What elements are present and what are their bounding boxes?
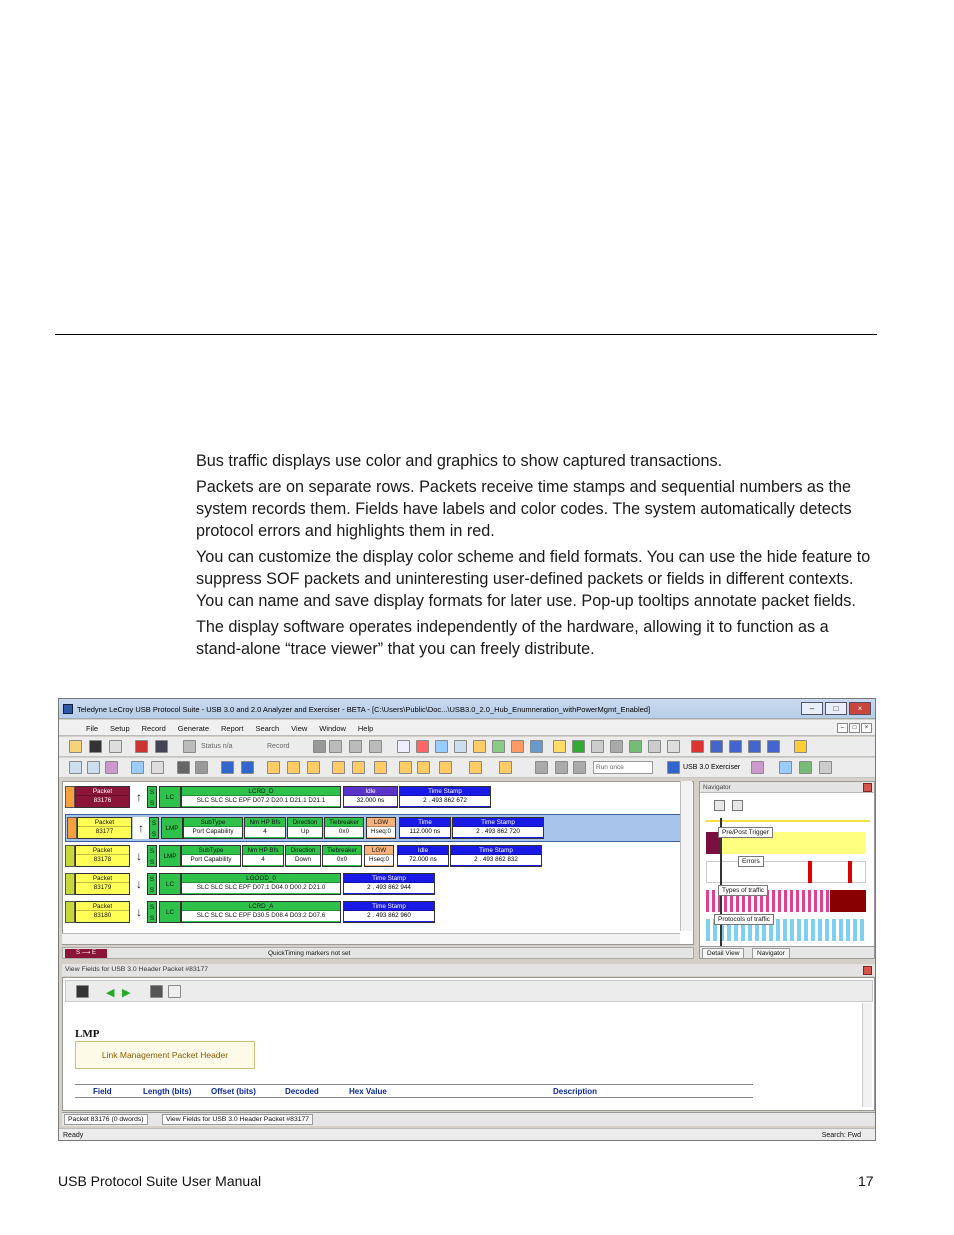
edit-comment-icon[interactable] <box>267 761 280 774</box>
tiebreaker-field: Tiebreaker 0x0 <box>322 845 362 867</box>
navigator-tabs <box>700 946 874 958</box>
navigator-title: Navigator <box>700 782 874 793</box>
zoom-out-icon[interactable] <box>87 761 100 774</box>
search-direction: Search: Fwd <box>821 1132 861 1139</box>
direction-marker <box>65 901 75 923</box>
packet-row[interactable] <box>65 786 495 810</box>
status-bar <box>59 1128 875 1141</box>
download-icon[interactable] <box>349 740 362 753</box>
status-ready: Ready <box>63 1132 84 1139</box>
view-fields-close-icon[interactable] <box>863 966 872 975</box>
clear-marker-icon[interactable] <box>307 761 320 774</box>
column-description[interactable]: Description <box>553 1087 598 1096</box>
packet-row[interactable] <box>65 845 545 869</box>
time-stamp-field: Time Stamp 2 . 493 862 672 <box>399 786 491 808</box>
lcrd-field: LCRD_D SLC SLC SLC EPF D07.2 D20.1 D21.1 D21.1 <box>181 786 341 808</box>
header-rule <box>55 334 877 335</box>
device-icon[interactable] <box>155 740 168 753</box>
navigator-pane <box>699 781 875 959</box>
menu-bar <box>59 720 875 736</box>
run-mode-select[interactable]: Run once <box>593 761 653 774</box>
next-icon[interactable]: ▶ <box>122 987 131 999</box>
trace-view[interactable] <box>62 781 694 945</box>
ss-cell: S S <box>147 901 157 923</box>
menu-setup[interactable]: Setup <box>110 724 130 733</box>
set-marker-icon[interactable] <box>287 761 300 774</box>
app-icon <box>63 704 73 714</box>
page-number: 17 <box>858 1173 874 1189</box>
nm-hp-bfs-field: Nm HP Bfs 4 <box>242 845 284 867</box>
hide-endpoint-icon[interactable] <box>469 761 482 774</box>
wrap-icon[interactable] <box>105 761 118 774</box>
link-icon[interactable] <box>573 761 586 774</box>
menu-report[interactable]: Report <box>220 724 244 733</box>
hide-packet-icon[interactable] <box>499 761 512 774</box>
maximize-button[interactable]: □ <box>825 702 847 715</box>
ss-cell: S S <box>147 873 157 895</box>
trace-vertical-scrollbar[interactable] <box>680 781 692 931</box>
lc-cell: LC <box>159 901 181 923</box>
ss-cell: S S <box>149 817 159 839</box>
find-icon[interactable] <box>177 761 190 774</box>
column-hex-value[interactable]: Hex Value <box>349 1087 387 1096</box>
body-text <box>196 450 876 664</box>
up-arrow-icon: ↑ <box>131 786 147 808</box>
time-stamp-field: Time Stamp 2 . 493 862 960 <box>343 901 435 923</box>
trigger-icon[interactable] <box>369 740 382 753</box>
errors-label: Errors <box>738 856 764 867</box>
main-toolbar <box>59 737 875 757</box>
tab-view-fields[interactable]: View Fields for USB 3.0 Header Packet #83177 <box>162 1114 313 1125</box>
save-icon[interactable] <box>76 985 89 998</box>
time-stamp-field: Time Stamp 2 . 493 862 944 <box>343 873 435 895</box>
minimize-button[interactable]: – <box>801 702 823 715</box>
up-arrow-icon: ↑ <box>133 817 149 839</box>
display-options-icon[interactable] <box>610 740 623 753</box>
section-heading: LMP <box>75 1028 100 1040</box>
spec-view-icon[interactable] <box>535 761 548 774</box>
chart-icon[interactable] <box>492 740 505 753</box>
view-fields-scrollbar[interactable] <box>862 1003 872 1107</box>
decode-icon[interactable] <box>591 740 604 753</box>
hide-device-icon[interactable] <box>439 761 452 774</box>
upload-icon[interactable] <box>329 740 342 753</box>
previous-icon[interactable]: ◀ <box>106 987 115 999</box>
goto-trigger-icon[interactable] <box>221 761 234 774</box>
lgw-field: LGW Hseq:0 <box>366 817 396 839</box>
time-stamp-field: Time Stamp 2 . 493 862 832 <box>450 845 542 867</box>
bus-utilization-icon[interactable] <box>473 740 486 753</box>
quick-timing-status: QuickTiming markers not set <box>268 950 351 957</box>
cascade-icon[interactable] <box>799 761 812 774</box>
find-next-icon[interactable] <box>195 761 208 774</box>
down-arrow-icon: ↓ <box>131 901 147 923</box>
xfer-icon[interactable] <box>748 740 761 753</box>
column-decoded[interactable]: Decoded <box>285 1087 319 1096</box>
packet-number-cell: Packet 83176 <box>75 786 130 808</box>
menu-file[interactable]: File <box>86 724 99 733</box>
direction-marker <box>65 786 75 808</box>
navigator-zoom-icon[interactable] <box>732 800 743 811</box>
hide-sof-icon[interactable] <box>352 761 365 774</box>
tile-icon[interactable] <box>779 761 792 774</box>
bottom-tabs <box>62 1112 875 1126</box>
pre-post-trigger-label: Pre/Post Trigger <box>718 827 773 838</box>
paragraph: Bus traffic displays use color and graphics to show captured transactions. <box>196 452 723 470</box>
tab-detail-view[interactable]: Detail View <box>702 948 744 959</box>
navigator-close-icon[interactable] <box>863 783 872 792</box>
footer-title: USB Protocol Suite User Manual <box>58 1173 262 1189</box>
color-icon[interactable] <box>629 740 642 753</box>
pipe-icon[interactable] <box>767 740 780 753</box>
down-arrow-icon: ↓ <box>131 873 147 895</box>
sof-icon[interactable] <box>332 761 345 774</box>
secondary-toolbar <box>59 758 875 778</box>
transaction-level-icon[interactable] <box>710 740 723 753</box>
errors-lane[interactable] <box>706 861 866 883</box>
direction-marker <box>65 873 75 895</box>
idle-field: Idle 32.000 ns <box>343 786 398 808</box>
view-fields-toolbar <box>65 980 873 1002</box>
title-bar <box>59 699 875 719</box>
menu-generate[interactable]: Generate <box>177 724 210 733</box>
goto-marker-icon[interactable] <box>241 761 254 774</box>
mdi-close-button[interactable]: × <box>861 723 872 733</box>
paragraph: You can customize the display color scheme and field formats. You can use the hide feature to suppress SOF packets and uninteresting user-defined packets or fields in different contexts. You can name and save display formats for later use. Pop-up tooltips annotate packet fields. <box>196 548 871 610</box>
columns-icon[interactable] <box>151 761 164 774</box>
menu-search[interactable]: Search <box>255 724 280 733</box>
save-icon[interactable] <box>89 740 102 753</box>
filter-out-icon[interactable] <box>417 761 430 774</box>
filter-icon[interactable] <box>553 740 566 753</box>
status-label: Status n/a <box>201 743 233 750</box>
menu-window[interactable]: Window <box>319 724 346 733</box>
timing-icon[interactable] <box>435 740 448 753</box>
export-icon[interactable] <box>416 740 429 753</box>
menu-help[interactable]: Help <box>357 724 374 733</box>
lc-cell: LC <box>159 786 181 808</box>
types-of-traffic-label: Types of traffic <box>718 885 768 896</box>
view-fields-title: View Fields for USB 3.0 Header Packet #83177 <box>62 964 875 976</box>
properties-icon[interactable] <box>109 740 122 753</box>
filter-in-icon[interactable] <box>399 761 412 774</box>
packet-view-icon[interactable] <box>397 740 410 753</box>
zoom-in-icon[interactable] <box>69 761 82 774</box>
error-mark <box>808 861 812 883</box>
exerciser-icon[interactable] <box>667 761 680 774</box>
window-icon[interactable] <box>819 761 832 774</box>
subtype-field: SubType Port Capability <box>181 845 241 867</box>
statistics-icon[interactable] <box>511 740 524 753</box>
direction-field: Direction Down <box>285 845 321 867</box>
close-button[interactable]: × <box>849 702 871 715</box>
time-field: Time 112.000 ns <box>399 817 451 839</box>
exerciser-label: USB 3.0 Exerciser <box>683 764 741 771</box>
down-arrow-icon: ↓ <box>131 845 147 867</box>
ss-cell: S S <box>147 845 157 867</box>
nm-hp-bfs-field: Nm HP Bfs 4 <box>244 817 286 839</box>
record-options-icon[interactable] <box>135 740 148 753</box>
error-mark <box>848 861 852 883</box>
lmp-cell: LMP <box>161 817 183 839</box>
hide-nak-icon[interactable] <box>374 761 387 774</box>
mdi-restore-button[interactable]: □ <box>849 723 860 733</box>
time-stamp-field: Time Stamp 2 . 493 862 720 <box>452 817 544 839</box>
direction-field: Direction Up <box>287 817 323 839</box>
layout-icon[interactable] <box>131 761 144 774</box>
packet-row[interactable] <box>65 873 445 897</box>
tools-icon[interactable] <box>168 985 181 998</box>
column-length[interactable]: Length (bits) <box>143 1087 192 1096</box>
app-screenshot <box>58 698 876 1141</box>
packet-number-cell: Packet 83179 <box>75 873 130 895</box>
packet-number-cell: Packet 83180 <box>75 901 130 923</box>
protocols-of-traffic-label: Protocols of traffic <box>714 914 774 925</box>
lc-cell: LC <box>159 873 181 895</box>
settings-icon[interactable] <box>648 740 661 753</box>
lmp-cell: LMP <box>159 845 181 867</box>
transfer-level-icon[interactable] <box>729 740 742 753</box>
header-label-box[interactable]: Link Management Packet Header <box>75 1041 255 1069</box>
trace-status-bar <box>62 947 694 959</box>
pen-icon[interactable] <box>667 740 680 753</box>
navigator-settings-icon[interactable] <box>714 800 725 811</box>
navigator-range-slider[interactable] <box>706 820 870 822</box>
exerciser-script-icon[interactable] <box>751 761 764 774</box>
paragraph: Packets are on separate rows. Packets receive time stamps and sequential numbers as the system records them. Fields have labels and color codes. The system automatically detects protocol errors and highlights them in red. <box>196 478 852 540</box>
recording-options-icon[interactable] <box>183 740 196 753</box>
lcrd-field: LCRD_A SLC SLC SLC EPF D30.5 D08.4 D03.2 D07.6 <box>181 901 341 923</box>
window-title: Teledyne LeCroy USB Protocol Suite - USB 3.0 and 2.0 Analyzer and Exerciser - BETA - [C:\Users\Public\Doc...\USB3.0_2.0_Hub_Enumneration_withPowerMgmt_Enabled] <box>77 705 651 714</box>
tiebreaker-field: Tiebreaker 0x0 <box>324 817 364 839</box>
view-fields-pane <box>62 977 875 1111</box>
stop-icon[interactable] <box>313 740 326 753</box>
packet-level-icon[interactable] <box>691 740 704 753</box>
tab-packet[interactable]: Packet 83176 (0 dwords) <box>64 1114 148 1125</box>
subtype-field: SubType Port Capability <box>183 817 243 839</box>
packet-number-cell: Packet 83177 <box>77 817 132 839</box>
open-icon[interactable] <box>69 740 82 753</box>
column-field[interactable]: Field <box>93 1087 112 1096</box>
raw-bits-icon[interactable] <box>555 761 568 774</box>
trace-horizontal-scrollbar[interactable] <box>62 933 680 944</box>
hide-icon[interactable] <box>572 740 585 753</box>
menu-view[interactable]: View <box>291 724 308 733</box>
column-offset[interactable]: Offset (bits) <box>211 1087 256 1096</box>
paragraph: The display software operates independently of the hardware, allowing it to function as a stand-alone “trace viewer” that you can freely distribute. <box>196 618 829 658</box>
direction-marker <box>67 817 77 839</box>
idle-field: Idle 72.000 ns <box>397 845 449 867</box>
grid-icon[interactable] <box>454 740 467 753</box>
fields-table-header <box>75 1084 753 1098</box>
direction-marker <box>65 845 75 867</box>
report-icon[interactable] <box>530 740 543 753</box>
scsi-icon[interactable] <box>794 740 807 753</box>
record-button[interactable]: Record <box>267 743 290 750</box>
tab-navigator[interactable]: Navigator <box>752 948 790 959</box>
packet-number-cell: Packet 83178 <box>75 845 130 867</box>
lgw-field: LGW Hseq:0 <box>364 845 394 867</box>
packet-row-selected[interactable] <box>65 814 681 842</box>
lgood-field: LGOOD_0 SLC SLC SLC EPF D07.1 D04.0 D00.2 D21.0 <box>181 873 341 895</box>
find-icon[interactable] <box>150 985 163 998</box>
mdi-minimize-button[interactable]: – <box>837 723 848 733</box>
menu-record[interactable]: Record <box>141 724 166 733</box>
packet-row[interactable] <box>65 901 445 925</box>
traffic-type-block <box>830 890 866 912</box>
ss-cell: S S <box>147 786 157 808</box>
start-end-marker[interactable]: S ⟶ E <box>65 949 107 958</box>
